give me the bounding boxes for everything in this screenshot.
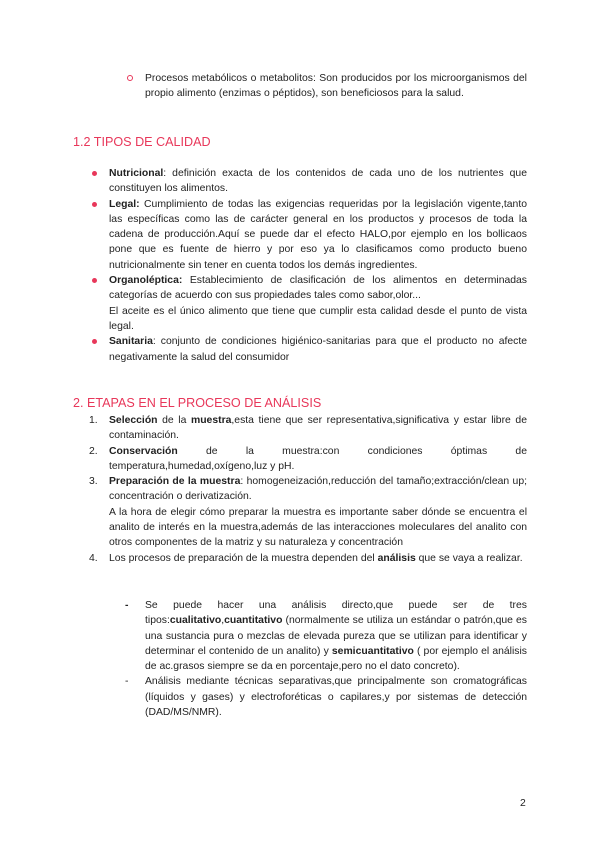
list-item: 3. Preparación de la muestra: homogeneización,reducción del tamaño;extracción/clean up; concentración o derivatización. A la hora de elegir cómo preparar la muestra es importante saber dónde se encuentra el analito de interés en la muestra,además de las interacciones moleculares del analito con otros componentes de la matriz y su naturaleza y concentración bbox=[89, 476, 527, 549]
list-item: Sanitaria: conjunto de condiciones higiénico-sanitarias para que el producto no afecte negativamente la salud del consumidor bbox=[109, 334, 527, 365]
bullet-icon bbox=[92, 278, 97, 283]
analysis-steps-list bbox=[89, 413, 527, 566]
list-item: - Se puede hacer una análisis directo,que puede ser de tres tipos:cualitativo,cuantitativo (normalmente se utiliza un estándar o patrón,que es una sustancia pura o mezclas de elevada pureza que se utilizan para identificar y determinar el contenido de un analito) y semicuantitativo ( por ejemplo el análisis de ac.grasos siempre se da en porcentaje,pero no el dato concreto). bbox=[125, 600, 527, 673]
list-item: 1. Selección de la muestra,esta tiene que ser representativa,significativa y estar libre de contaminación. bbox=[89, 415, 527, 442]
bullet-icon bbox=[92, 171, 97, 176]
section-heading-tipos-calidad: 1.2 TIPOS DE CALIDAD bbox=[73, 135, 211, 149]
page-number: 2 bbox=[520, 798, 526, 809]
section-heading-etapas: 2. ETAPAS EN EL PROCESO DE ANÁLISIS bbox=[73, 396, 322, 410]
bullet-icon bbox=[92, 339, 97, 344]
analysis-subitems-list bbox=[125, 598, 527, 720]
list-item: Legal: Cumplimiento de todas las exigencias requeridas por la legislación vigente,tanto las específicas como las de carácter general en los productos y procesos de toda la cadena de producción.Aquí se puede dar el efecto HALO,por ejemplo en los bollicaos pone que es fuente de hierro y por eso ya lo clasificamos como producto bueno nutricionalmente sin tener en cuenta todos los demás ingredientes. bbox=[109, 197, 527, 273]
quality-types-list bbox=[109, 166, 527, 365]
top-list-item: Procesos metabólicos o metabolitos: Son producidos por los microorganismos del propio alimento (enzimas o péptidos), son beneficiosos para la salud. bbox=[145, 71, 527, 102]
list-item: Nutricional: definición exacta de los contenidos de cada uno de los nutrientes que constituyen los alimentos. bbox=[109, 166, 527, 197]
list-item: Organoléptica: Establecimiento de clasificación de los alimentos en determinadas categorías de acuerdo con sus propiedades tales como sabor,olor... El aceite es el único alimento que tiene que cumplir esta calidad desde el punto de vista legal. bbox=[109, 273, 527, 334]
list-item: - Análisis mediante técnicas separativas,que principalmente son cromatográficas (líquidos y gases) y electroforéticas o capilares,y por sistemas de detección (DAD/MS/NMR). bbox=[125, 676, 527, 719]
bullet-icon bbox=[92, 202, 97, 207]
list-item: 2. Conservación de la muestra:con condiciones óptimas de temperatura,humedad,oxígeno,luz y pH. bbox=[89, 445, 527, 472]
list-item: 4. Los procesos de preparación de la muestra dependen del análisis que se vaya a realizar. bbox=[89, 552, 523, 564]
hollow-bullet-icon bbox=[127, 75, 133, 81]
